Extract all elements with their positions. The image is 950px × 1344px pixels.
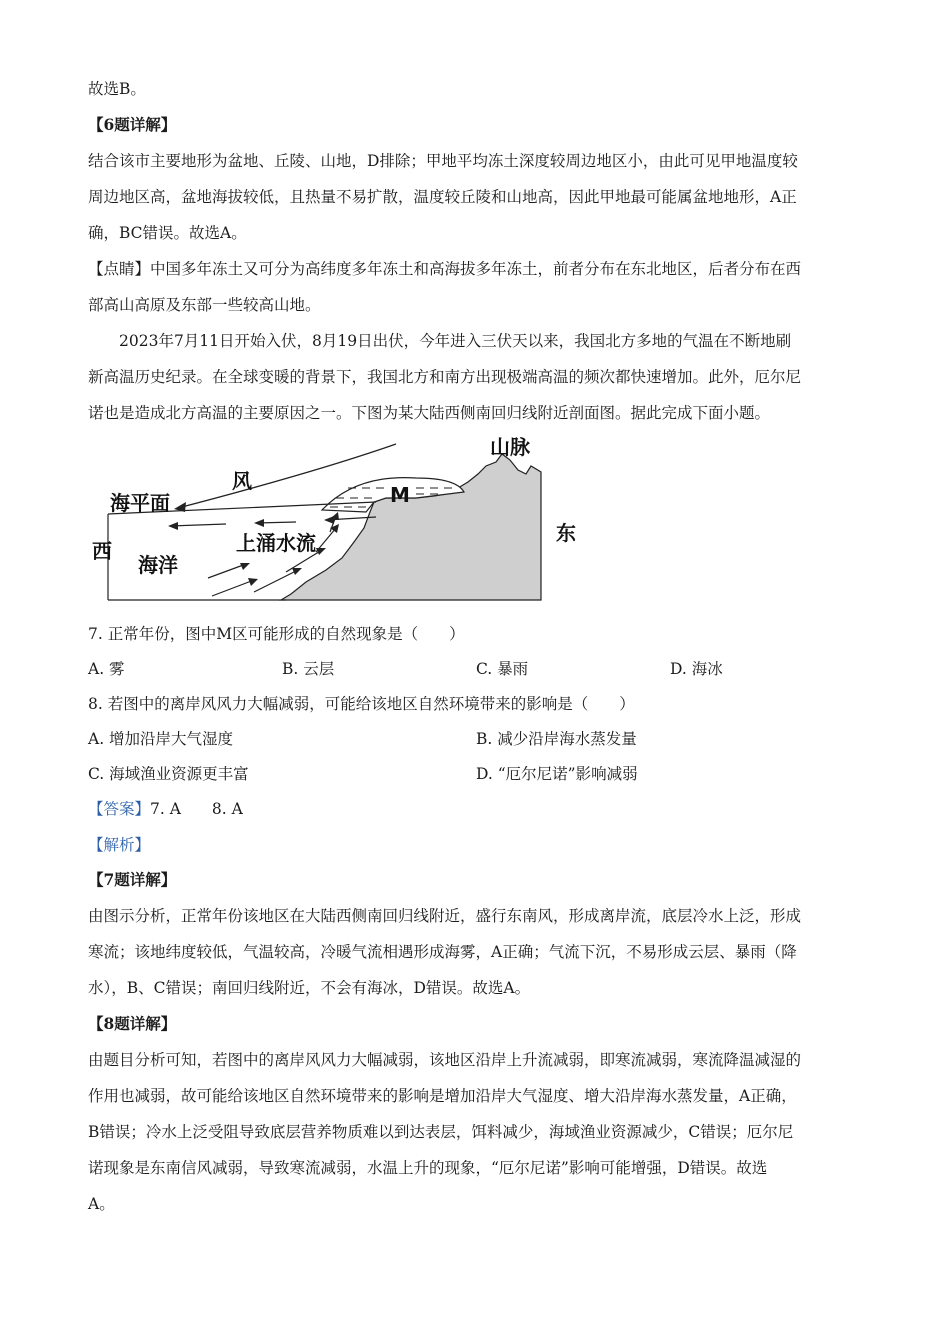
q7-option-d: D. 海冰 <box>670 660 723 678</box>
q8-option-c: C. 海域渔业资源更丰富 <box>88 765 249 783</box>
q6-detail-title: 【6题详解】 <box>88 115 177 134</box>
label-west: 西 <box>92 539 112 563</box>
intro-line-1: 2023年7月11日开始入伏，8月19日出伏，今年进入三伏天以来，我国北方多地的气温在不断地刷 <box>119 332 792 350</box>
q7-detail-title: 【7题详解】 <box>88 870 177 889</box>
tip-line-2: 部高山高原及东部一些较高山地。 <box>88 296 321 314</box>
q8-detail-title: 【8题详解】 <box>88 1014 177 1033</box>
q7-option-b: B. 云层 <box>282 660 335 678</box>
q6-detail-line-2: 周边地区高，盆地海拔较低，且热量不易扩散，温度较丘陵和山地高，因此甲地最可能属盆地地形，A正 <box>88 188 797 206</box>
label-m: M <box>390 483 410 507</box>
q8-option-d: D. “厄尔尼诺”影响减弱 <box>476 765 638 783</box>
line-conclusion-5: 故选B。 <box>88 80 146 98</box>
q8-detail-line-5: A。 <box>88 1195 115 1213</box>
land-mass <box>281 454 541 600</box>
q8-option-b: B. 减少沿岸海水蒸发量 <box>476 730 637 748</box>
cross-section-figure <box>86 432 586 608</box>
q7-detail-line-2: 寒流；该地纬度较低，气温较高，冷暖气流相遇形成海雾，A正确；气流下沉，不易形成云层、暴雨（降 <box>88 943 797 961</box>
q6-detail-line-1: 结合该市主要地形为盆地、丘陵、山地，D排除；甲地平均冻土深度较周边地区小，由此可见甲地温度较 <box>88 152 798 170</box>
answer-line <box>88 797 243 819</box>
q6-detail-line-3: 确，BC错误。故选A。 <box>88 224 247 242</box>
q7-detail-line-3: 水），B、C错误；南回归线附近，不会有海冰，D错误。故选A。 <box>88 979 531 997</box>
q8-detail-line-3: B错误；冷水上泛受阻导致底层营养物质难以到达表层，饵料减少，海域渔业资源减少，C错误；厄尔尼 <box>88 1123 794 1141</box>
q8-detail-line-4: 诺现象是东南信风减弱，导致寒流减弱，水温上升的现象，“厄尔尼诺”影响可能增强，D错误。故选 <box>88 1159 768 1177</box>
q7-option-c: C. 暴雨 <box>476 660 529 678</box>
label-mountain: 山脉 <box>490 435 530 459</box>
label-east: 东 <box>556 521 576 545</box>
q8-stem: 8. 若图中的离岸风风力大幅减弱，可能给该地区自然环境带来的影响是（ ） <box>88 695 635 713</box>
q8-option-a: A. 增加沿岸大气湿度 <box>88 730 234 748</box>
surface-arrows <box>170 517 376 526</box>
label-ocean: 海洋 <box>138 553 178 577</box>
q8-detail-line-1: 由题目分析可知，若图中的离岸风风力大幅减弱，该地区沿岸上升流减弱，即寒流减弱，寒流降温减湿的 <box>88 1051 802 1069</box>
label-sea-level: 海平面 <box>110 491 170 515</box>
label-wind: 风 <box>232 469 252 493</box>
answer-text: 7. A 8. A <box>150 800 243 818</box>
q7-option-a: A. 雾 <box>88 660 125 678</box>
intro-line-2: 新高温历史纪录。在全球变暖的背景下，我国北方和南方出现极端高温的频次都快速增加。此外，厄尔尼 <box>88 368 802 386</box>
q8-detail-line-2: 作用也减弱，故可能给该地区自然环境带来的影响是增加沿岸大气湿度、增大沿岸海水蒸发量，A正确， <box>88 1087 797 1105</box>
label-upwelling: 上涌水流 <box>236 531 316 555</box>
intro-line-3: 诺也是造成北方高温的主要原因之一。下图为某大陆西侧南回归线附近剖面图。据此完成下面小题。 <box>88 404 771 422</box>
tip-line-1: 【点睛】中国多年冻土又可分为高纬度多年冻土和高海拔多年冻土，前者分布在东北地区，后者分布在西 <box>88 260 802 278</box>
q7-stem: 7. 正常年份，图中M区可能形成的自然现象是（ ） <box>88 625 465 643</box>
q7-detail-line-1: 由图示分析，正常年份该地区在大陆西侧南回归线附近，盛行东南风，形成离岸流，底层冷水上泛，形成 <box>88 907 802 925</box>
answer-label: 【答案】 <box>88 800 151 818</box>
analysis-label: 【解析】 <box>88 836 151 854</box>
